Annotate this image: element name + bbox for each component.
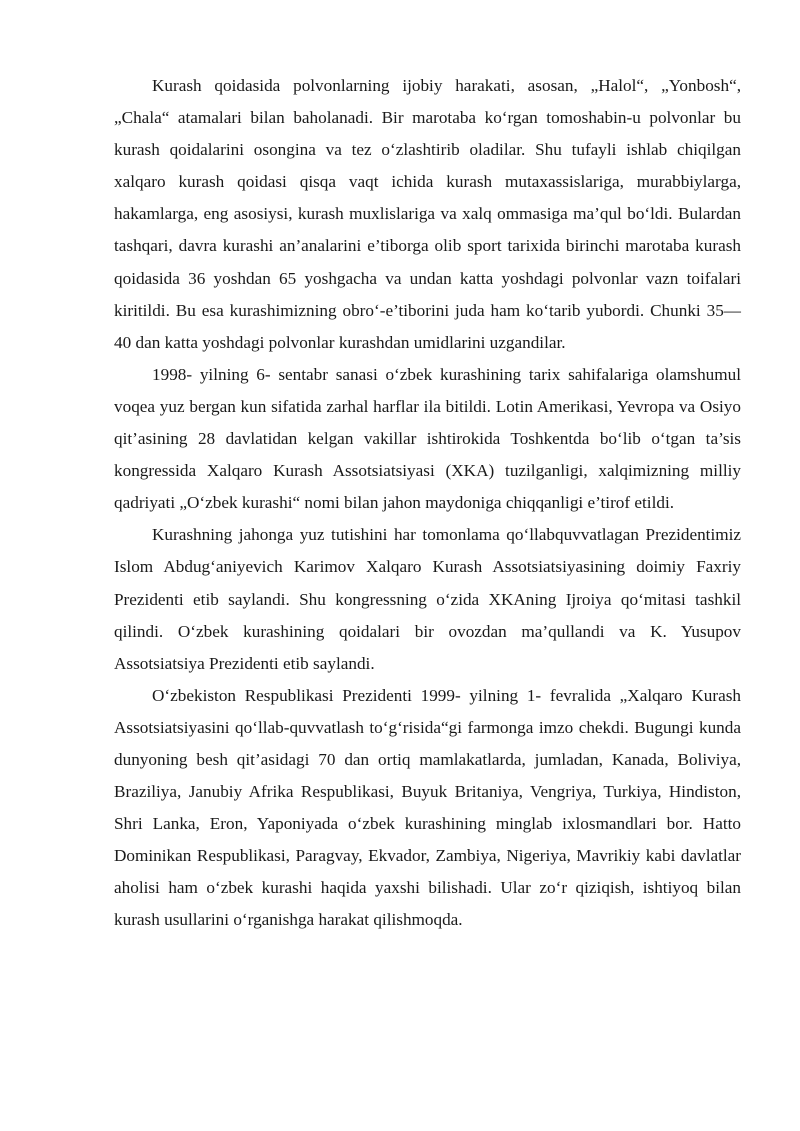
paragraph-1999-decree: O‘zbekiston Respublikasi Prezidenti 1999- yilning 1- fevralida „Xalqaro Kurash Assotsiatsiyasini qo‘llab-quvvatlash to‘g‘risida“gi farmonga imzo chekdi. Bugungi kunda dunyoning besh qit’asidagi 70 dan ortiq mamlakatlarda, jumladan, Kanada, Boliviya, Braziliya, Janubiy Afrika Respublikasi, Buyuk Britaniya, Vengriya, Turkiya, Hindiston, Shri Lanka, Eron, Yaponiyada o‘zbek kurashining minglab ixlosmandlari bor. Hatto Dominikan Respublikasi, Paragvay, Ekvador, Zambiya, Nigeriya, Mavrikiy kabi davlatlar aholisi ham o‘zbek kurashi haqida yaxshi bilishadi. Ular zo‘r qiziqish, ishtiyoq bilan kurash usullarini o‘rganishga harakat qilishmoqda. <box>114 685 741 930</box>
paragraph-1998-congress: 1998- yilning 6- sentabr sanasi o‘zbek kurashining tarix sahifalariga olamshumul voqea yuz bergan kun sifatida zarhal harflar ila bitildi. Lotin Amerikasi, Yevropa va Osiyo qit’asining 28 davlatidan kelgan vakillar ishtirokida Toshkentda bo‘lib o‘tgan ta’sis kongressida Xalqaro Kurash Assotsiatsiyasi (XKA) tuzilganligi, xalqimizning milliy qadriyati „O‘zbek kurashi“ nomi bilan jahon maydoniga chiqqanligi e’tirof etildi. <box>114 364 741 513</box>
document-page <box>114 70 741 937</box>
paragraph-honorary-president: Kurashning jahonga yuz tutishini har tomonlama qo‘llabquvvatlagan Prezidentimiz Islom Abdug‘aniyevich Karimov Xalqaro Kurash Assotsiatsiyasining doimiy Faxriy Prezidenti etib saylandi. Shu kongressning o‘zida XKAning Ijroiya qo‘mitasi tashkil qilindi. O‘zbek kurashining qoidalari bir ovozdan ma’qullandi va K. Yusupov Assotsiatsiya Prezidenti etib saylandi. <box>114 525 741 673</box>
paragraph-scoring-rules: Kurash qoidasida polvonlarning ijobiy harakati, asosan, „Halol“, „Yonbosh“, „Chala“ atamalari bilan baholanadi. Bir marotaba ko‘rgan tomoshabin-u polvonlar bu kurash qoidalarini osongina va tez o‘zlashtirib oladilar. Shu tufayli ishlab chiqilgan xalqaro kurash qoidasi qisqa vaqt ichida kurash mutaxassislariga, murabbiylarga, hakamlarga, eng asosiysi, kurash muxlislariga va xalq ommasiga ma’qul bo‘ldi. Bulardan tashqari, davra kurashi an’analarini e’tiborga olib sport tarixida birinchi marotaba kurash qoidasida 36 yoshdan 65 yoshgacha va undan katta yoshdagi polvonlar vazn toifalari kiritildi. Bu esa kurashimizning obro‘-e’tiborini juda ham ko‘tarib yubordi. Chunki 35—40 dan katta yoshdagi polvonlar kurashdan umidlarini uzgandilar. <box>114 76 741 352</box>
